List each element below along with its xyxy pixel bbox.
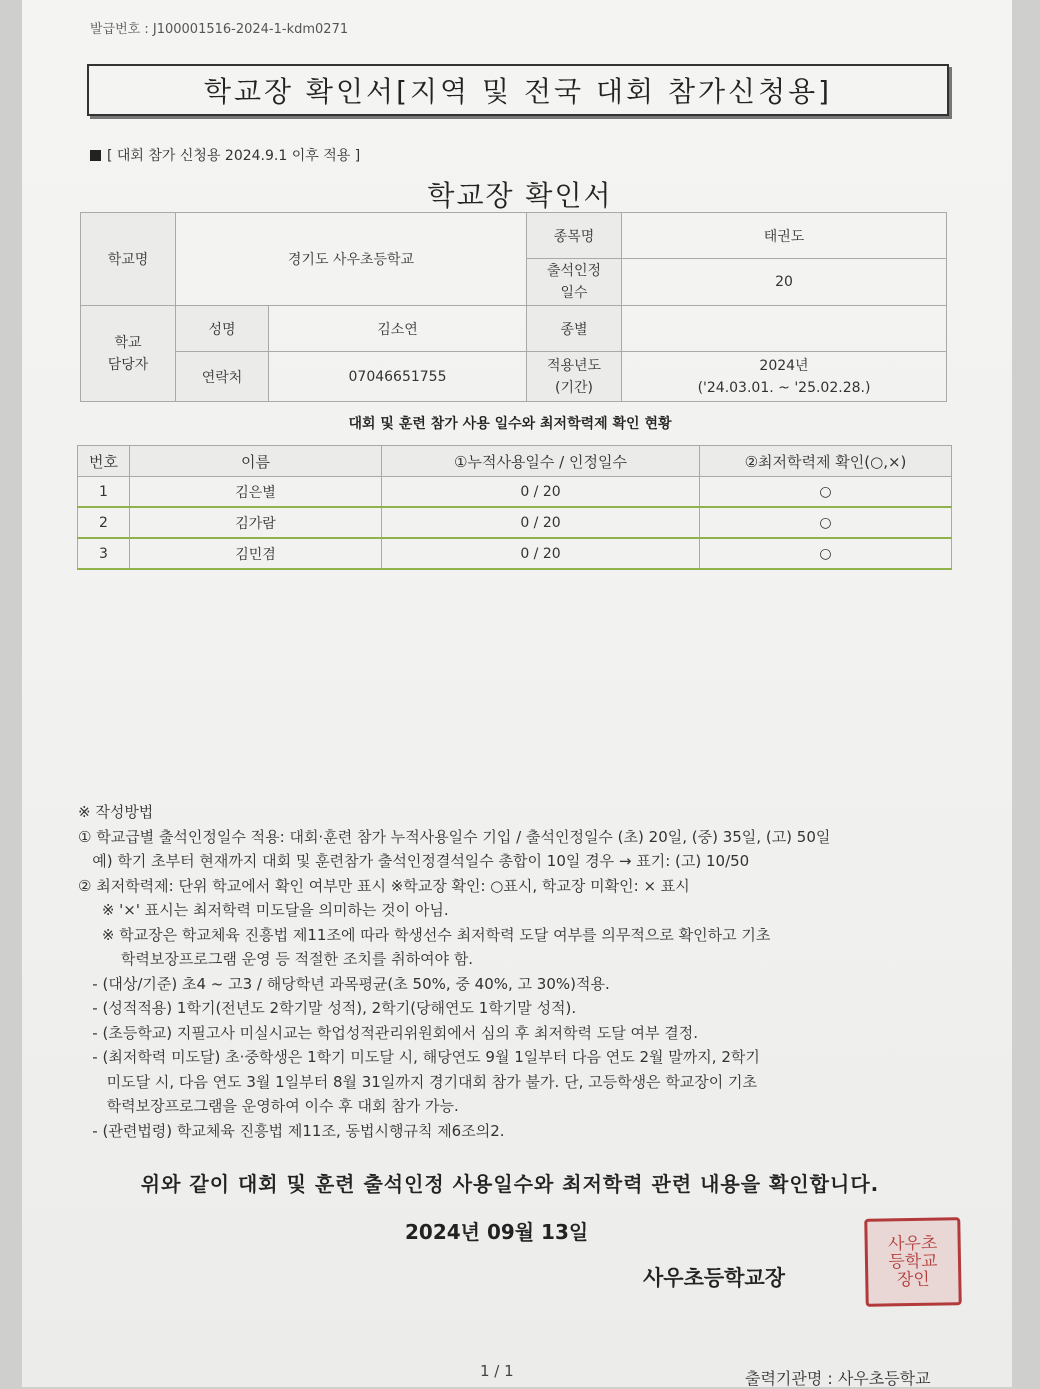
attendance-days-label: 출석인정 일수	[527, 259, 622, 306]
school-name-label: 학교명	[81, 213, 176, 306]
notice	[90, 145, 360, 165]
guide-line: - (최저학력 미도달) 초·중학생은 1학기 미도달 시, 해당연도 9월 1일부터 다음 연도 2월 말까지, 2학기	[78, 1048, 760, 1066]
header-days: ①누적사용일수 / 인정일수	[382, 446, 700, 477]
official-seal	[864, 1217, 962, 1307]
apply-year-label: 적용년도 (기간)	[527, 352, 622, 402]
notice-text: [ 대회 참가 신청용 2024.9.1 이후 적용 ]	[107, 148, 361, 164]
row-days: 0 / 20	[382, 538, 700, 569]
header-min-academic: ②최저학력제 확인(○,×)	[700, 446, 952, 477]
guide-line: ① 학교급별 출석인정일수 적용: 대회·훈련 참가 누적사용일수 기입 / 출석인정일수 (초) 20일, (중) 35일, (고) 50일	[78, 827, 831, 846]
school-info-table	[80, 212, 947, 402]
row-number: 3	[78, 538, 130, 569]
guide-line: 학력보장프로그램 운영 등 적절한 조치를 취하여야 함.	[78, 950, 474, 968]
row-number: 1	[78, 477, 130, 508]
category-label: 종별	[527, 306, 622, 352]
guide-line: 예) 학기 초부터 현재까지 대회 및 훈련참가 출석인정결석일수 총합이 10일 경우 → 표기: (고) 10/50	[78, 852, 750, 870]
guide-line: - (초등학교) 지필고사 미실시교는 학업성적관리위원회에서 심의 후 최저학력 도달 여부 결정.	[78, 1023, 699, 1042]
category-value	[622, 306, 947, 352]
issue-date: 2024년 09월 13일	[405, 1220, 589, 1244]
table-row	[78, 477, 952, 508]
guide-line: ② 최저학력제: 단위 학교에서 확인 여부만 표시 ※학교장 확인: ○표시, 학교장 미확인: × 표시	[78, 876, 690, 895]
sport-label: 종목명	[527, 213, 622, 259]
page-number: 1 / 1	[480, 1362, 514, 1380]
table-row	[78, 507, 952, 538]
school-manager-label: 학교 담당자	[81, 306, 176, 402]
guide-line: ※ '×' 표시는 최저학력 미도달을 의미하는 것이 아님.	[78, 901, 449, 919]
sport-value: 태권도	[622, 213, 947, 259]
contact-label: 연락처	[176, 352, 269, 402]
writing-guide	[78, 800, 978, 1143]
row-name: 김가람	[130, 507, 382, 538]
manager-name-label: 성명	[176, 306, 269, 352]
row-check: ○	[700, 507, 952, 538]
guide-line: ※ 작성방법	[78, 803, 154, 821]
manager-name-value: 김소연	[269, 306, 527, 352]
guide-line: 미도달 시, 다음 연도 3월 1일부터 8월 31일까지 경기대회 참가 불가. 단, 고등학생은 학교장이 기초	[78, 1072, 758, 1091]
guide-line: 학력보장프로그램을 운영하여 이수 후 대회 참가 가능.	[78, 1097, 459, 1115]
issue-number: 발급번호 : J100001516-2024-1-kdm0271	[90, 22, 349, 37]
status-header-row	[78, 446, 952, 477]
row-check: ○	[700, 477, 952, 508]
seal-text: 사우초 등학교 장인	[887, 1233, 938, 1291]
square-bullet-icon	[90, 150, 101, 161]
header-number: 번호	[78, 446, 130, 477]
row-name: 김민겸	[130, 538, 382, 569]
guide-line: - (성적적용) 1학기(전년도 2학기말 성적), 2학기(당해연도 1학기말 성적).	[78, 999, 577, 1017]
guide-line: - (관련법령) 학교체육 진흥법 제11조, 동법시행규칙 제6조의2.	[78, 1121, 505, 1140]
row-days: 0 / 20	[382, 477, 700, 508]
printing-institution: 출력기관명 : 사우초등학교	[745, 1369, 931, 1388]
header-name: 이름	[130, 446, 382, 477]
header-title: 학교장 확인서[지역 및 전국 대회 참가신청용]	[87, 64, 949, 116]
row-days: 0 / 20	[382, 507, 700, 538]
school-name-value: 경기도 사우초등학교	[176, 213, 527, 306]
status-title: 대회 및 훈련 참가 사용 일수와 최저학력제 확인 현황	[348, 416, 672, 432]
attendance-days-value: 20	[622, 259, 947, 306]
status-table	[77, 445, 952, 570]
form-title: 학교장 확인서	[427, 179, 613, 212]
apply-year-value: 2024년 ('24.03.01. ~ '25.02.28.)	[622, 352, 947, 402]
row-check: ○	[700, 538, 952, 569]
row-number: 2	[78, 507, 130, 538]
guide-line: - (대상/기준) 초4 ~ 고3 / 해당학년 과목평균(초 50%, 중 40%, 고 30%)적용.	[78, 974, 610, 993]
contact-value: 07046651755	[269, 352, 527, 402]
confirmation-statement: 위와 같이 대회 및 훈련 출석인정 사용일수와 최저학력 관련 내용을 확인합니다.	[140, 1172, 880, 1196]
table-row	[78, 538, 952, 569]
guide-line: ※ 학교장은 학교체육 진흥법 제11조에 따라 학생선수 최저학력 도달 여부를 의무적으로 확인하고 기초	[78, 925, 771, 944]
row-name: 김은별	[130, 477, 382, 508]
principal-name: 사우초등학교장	[643, 1266, 786, 1290]
